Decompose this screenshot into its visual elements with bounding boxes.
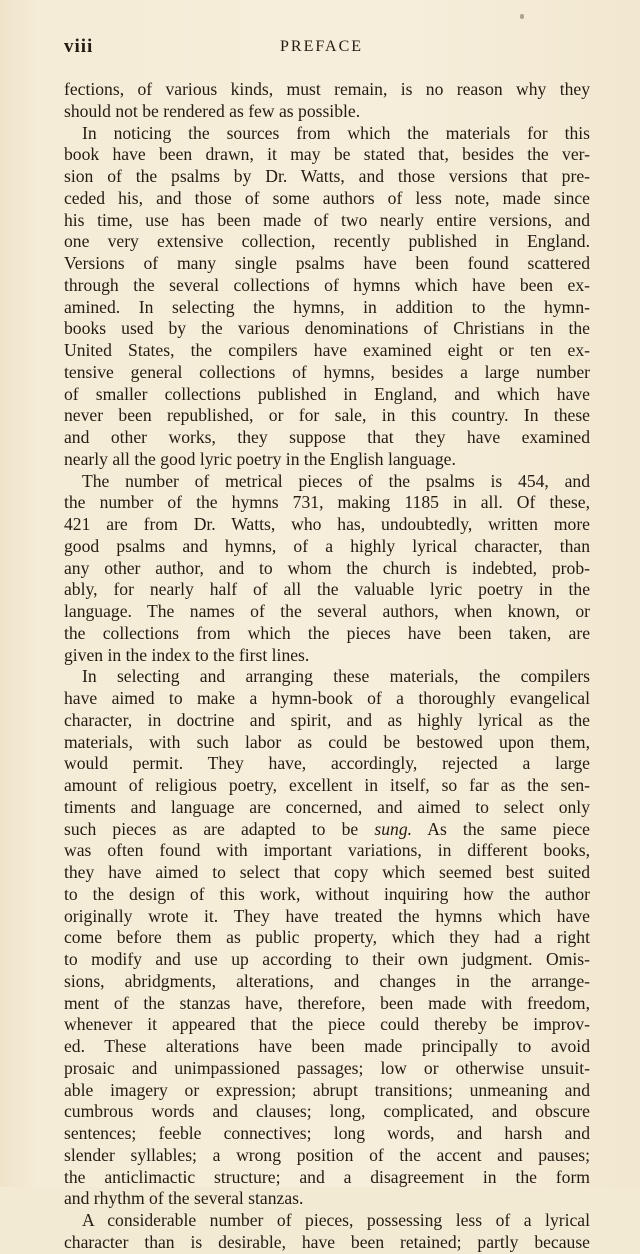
text-line: Versions of many single psalms have been found scattered	[64, 253, 590, 273]
text-line: timents and language are concerned, and aimed to select only	[64, 796, 590, 817]
text-line: United States, the compilers have examined eight or ten ex-	[64, 340, 590, 360]
text-line: ably, for nearly half of all the valuable lyric poetry in the	[64, 579, 590, 600]
text-line: able imagery or expression; abrupt transitions; unmeaning and	[64, 1079, 590, 1100]
text-line: ed. These alterations have been made principally to avoid	[64, 1036, 590, 1056]
text-line: A considerable number of pieces, possessing less of a lyrical	[82, 1210, 590, 1230]
text-line: come before them as public property, which they had a right	[64, 927, 590, 948]
text-line: In noticing the sources from which the materials for this	[82, 122, 590, 143]
text-line: good psalms and hymns, of a highly lyrical character, than	[64, 535, 590, 556]
text-line: of smaller collections published in England, and which have	[64, 383, 590, 404]
text-line: the number of the hymns 731, making 1185 in all. Of these,	[64, 492, 590, 513]
text-line: the anticlimactic structure; and a disagreement in the form	[64, 1166, 590, 1187]
text-line: sion of the psalms by Dr. Watts, and those versions that pre-	[64, 166, 590, 186]
text-line: ceded his, and those of some authors of less note, made since	[64, 187, 590, 208]
text-line: sentences; feeble connectives; long words, and harsh and	[64, 1123, 590, 1143]
running-head: PREFACE	[280, 38, 364, 55]
text-line: whenever it appeared that the piece could thereby be improv-	[64, 1014, 590, 1035]
text-line: would permit. They have, accordingly, rejected a large	[64, 753, 590, 774]
text-line: materials, with such labor as could be bestowed upon them,	[64, 731, 590, 752]
text-line: one very extensive collection, recently published in England.	[64, 231, 590, 252]
text-line-with-italic	[64, 819, 590, 841]
text-line: nearly all the good lyric poetry in the English language.	[64, 448, 456, 469]
text-line: and other works, they suppose that they have examined	[64, 427, 590, 447]
text-line: originally wrote it. They have treated the hymns which have	[64, 905, 590, 926]
preface-body	[64, 79, 590, 1254]
text-line: any other author, and to whom the church is indebted, prob-	[64, 557, 590, 578]
text-line: cumbrous words and clauses; long, complicated, and obscure	[64, 1101, 590, 1122]
text-line: through the several collections of hymns which have been ex-	[64, 274, 590, 295]
text-line: they have aimed to select that copy which seemed best suited	[64, 862, 590, 882]
text-line: books used by the various denominations of Christians in the	[64, 318, 590, 339]
text-line: fections, of various kinds, must remain, is no reason why they	[64, 79, 590, 99]
text-line: the collections from which the pieces have been taken, are	[64, 622, 590, 643]
text-line: amount of religious poetry, excellent in itself, so far as the sen-	[64, 775, 590, 795]
text-line: his time, use has been made of two nearly entire versions, and	[64, 209, 590, 230]
text-line: ment of the stanzas have, therefore, been made with freedom,	[64, 992, 590, 1013]
text-line: given in the index to the first lines.	[64, 644, 310, 665]
text-line: language. The names of the several authors, when known, or	[64, 601, 590, 621]
text-line: prosaic and unimpassioned passages; low or otherwise unsuit-	[64, 1057, 590, 1078]
text-line: and rhythm of the several stanzas.	[64, 1188, 304, 1209]
text-segment: such pieces as are adapted to be	[64, 818, 359, 839]
text-line: to the design of this work, without inquiring how the author	[64, 883, 590, 904]
text-line: In selecting and arranging these materials, the compilers	[82, 666, 590, 687]
text-line: book have been drawn, it may be stated that, besides the ver-	[64, 144, 590, 165]
text-segment: As the same piece	[427, 818, 590, 839]
text-line: to modify and use up according to their own judgment. Omis-	[64, 949, 590, 969]
text-line: 421 are from Dr. Watts, who has, undoubtedly, written more	[64, 514, 590, 534]
italic-word: sung.	[374, 818, 413, 839]
text-line: have aimed to make a hymn-book of a thoroughly evangelical	[64, 688, 590, 708]
text-line: amined. In selecting the hymns, in addition to the hymn-	[64, 296, 590, 317]
text-line: character, in doctrine and spirit, and as highly lyrical as the	[64, 709, 590, 730]
text-line: character than is desirable, have been retained; partly because	[64, 1231, 590, 1252]
text-line: never been republished, or for sale, in this country. In these	[64, 405, 590, 426]
text-line: should not be rendered as few as possible.	[64, 100, 361, 121]
page-header	[64, 36, 594, 60]
text-line: was often found with important variations, in different books,	[64, 840, 590, 861]
text-line: slender syllables; a wrong position of the accent and pauses;	[64, 1144, 590, 1165]
page-number: viii	[64, 36, 94, 57]
ink-speck	[520, 14, 524, 19]
text-line: sions, abridgments, alterations, and changes in the arrange-	[64, 970, 590, 991]
text-line: tensive general collections of hymns, besides a large number	[64, 361, 590, 382]
text-line: The number of metrical pieces of the psalms is 454, and	[82, 470, 590, 491]
